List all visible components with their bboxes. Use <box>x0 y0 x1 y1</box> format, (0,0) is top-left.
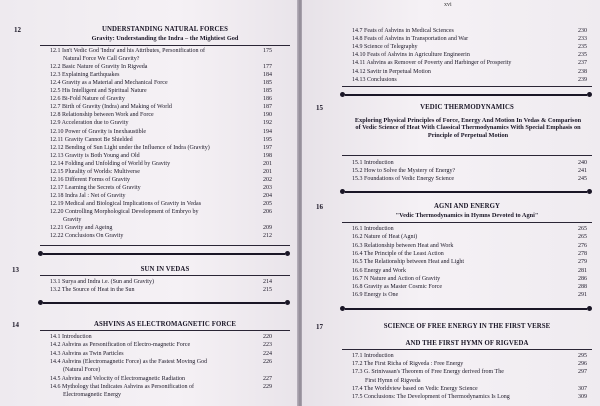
toc-entry <box>352 234 587 242</box>
toc-entry-page: 279 <box>578 259 587 266</box>
toc-entry-page: 286 <box>578 275 587 282</box>
section-end-divider <box>340 91 592 98</box>
section-number: 15 <box>316 104 323 112</box>
toc-entry-title: 14.1 Introduction <box>50 334 92 340</box>
section-rule <box>342 349 592 350</box>
toc-entry <box>50 201 272 209</box>
section-title: SCIENCE OF FREE ENERGY IN THE FIRST VERSE <box>383 323 551 330</box>
toc-entry-page: 297 <box>578 369 587 376</box>
toc-entry-page: 235 <box>578 44 587 51</box>
toc-entry-title: 14.11 Ashvins as Remover of Poverty and Harbinger of Prosperity <box>352 60 512 67</box>
section-title: VEDIC THERMODYNAMICS <box>420 104 514 111</box>
toc-entry <box>50 177 272 185</box>
toc-entry <box>365 378 587 386</box>
toc-entry-page: 307 <box>578 385 587 392</box>
toc-entry-page: 233 <box>578 36 587 43</box>
toc-entry-page: 202 <box>263 176 272 183</box>
toc-entry-page: 265 <box>578 234 587 241</box>
toc-entry <box>50 193 272 201</box>
toc-entry-title: 14.12 Savitr in Perpetual Motion <box>352 68 431 75</box>
toc-entry <box>50 64 272 72</box>
toc-entry-title: 12.2 Basic Nature of Gravity In Rigveda <box>50 64 148 71</box>
toc-entry <box>50 145 272 153</box>
toc-entry-title: 12.3 Explaining Earthquakes <box>50 72 120 79</box>
toc-entry-page: 220 <box>263 334 272 340</box>
toc-entry <box>352 276 587 284</box>
toc-entry-title: 16.9 Energy is One <box>352 292 399 299</box>
section-end-divider <box>38 250 290 257</box>
toc-entry-page: 224 <box>263 350 272 357</box>
section-title: AGNI AND ENERGY <box>433 203 501 210</box>
toc-entry-page: 194 <box>263 128 272 135</box>
toc-entry-title: 12.19 Medical and Biological Implications of Gravity in Vedas <box>50 200 202 207</box>
toc-entry-page: 187 <box>263 104 272 111</box>
toc-entry-page: 195 <box>263 136 272 143</box>
toc-entry <box>50 233 272 241</box>
toc-entry-title: 14.4 Ashvins (Electromagnetic Force) as the Fastest Moving God <box>50 358 208 365</box>
toc-entry-title: 17.5 Conclusions: The Development of Thermodynamics Is Long <box>352 394 510 400</box>
toc-entry-title: 12.15 Plurality of Worlds: Multiverse <box>50 168 140 175</box>
section-number: 17 <box>316 323 323 331</box>
toc-entry-page: 198 <box>263 152 272 159</box>
toc-entry-title: First Hymn of Rigveda <box>365 377 421 384</box>
toc-entry-page: 276 <box>578 242 587 249</box>
toc-entry-page: 214 <box>263 279 272 285</box>
section-title-line-2: AND THE FIRST HYMN OF RIGVEDA <box>405 340 529 347</box>
toc-entry-title: 15.3 Foundations of Vedic Energy Science <box>352 176 455 183</box>
section-rule <box>40 330 290 331</box>
toc-entry <box>50 287 272 295</box>
toc-entry <box>63 367 272 375</box>
toc-entry-title: 12.21 Gravity and Ageing <box>50 225 113 232</box>
toc-entry-page: 201 <box>263 160 272 167</box>
toc-entry-title: 16.6 Energy and Work <box>352 267 406 274</box>
toc-entry-title: 12.17 Learning the Secrets of Gravity <box>50 184 141 191</box>
toc-entry-title: 12.13 Gravity is Both Young and Old <box>50 152 140 159</box>
toc-entry-page: 185 <box>263 80 272 87</box>
toc-entry-page: 186 <box>263 96 272 103</box>
toc-entry-page: 223 <box>263 342 272 349</box>
section-rule <box>40 245 290 246</box>
section-end-divider <box>340 305 592 312</box>
toc-entry-title: 13.1 Surya and Indra i.e. (Sun and Gravity) <box>50 279 154 285</box>
toc-entry-title: 16.3 Relationship between Heat and Work <box>352 242 454 249</box>
toc-entry <box>50 129 272 137</box>
toc-entry-page: 229 <box>263 383 272 390</box>
toc-entry <box>50 384 272 392</box>
section-rule <box>40 275 290 276</box>
section-rule <box>342 86 592 87</box>
toc-entry <box>63 56 272 64</box>
toc-entry <box>50 120 272 128</box>
toc-entry-title: 12.5 His Intelligent and Spiritual Nature <box>50 88 147 95</box>
toc-entry <box>352 284 587 292</box>
toc-entry-page: 185 <box>263 88 272 95</box>
toc-entry-page: 212 <box>263 233 272 240</box>
toc-entry-page: 265 <box>578 226 587 232</box>
toc-entry-title: 14.13 Conclusions <box>352 76 397 83</box>
toc-entry-page: 201 <box>263 168 272 175</box>
toc-entry <box>50 48 272 56</box>
toc-entry <box>50 185 272 193</box>
section-subtitle: "Vedic Thermodynamics in Hymns Devoted to Agni" <box>395 212 539 219</box>
toc-entry-page: 227 <box>263 375 272 382</box>
toc-entry-title: 12.6 Bi-Fold Nature of Gravity <box>50 96 125 103</box>
toc-entry-title: 14.9 Science of Telegraphy <box>352 44 418 51</box>
toc-entry <box>50 376 272 384</box>
toc-entry <box>50 112 272 120</box>
toc-entry-title: 14.2 Ashvins as Personification of Electro-magnetic Force <box>50 342 191 349</box>
toc-entry <box>50 342 272 350</box>
toc-entry <box>352 292 587 300</box>
toc-entry <box>63 392 272 400</box>
toc-entry <box>352 369 587 377</box>
toc-entry-page: 309 <box>578 394 587 400</box>
right-page <box>302 0 600 406</box>
toc-entry-title: 15.2 How to Solve the Mystery of Energy? <box>352 168 456 175</box>
toc-entry-page: 291 <box>578 292 587 299</box>
toc-entry <box>352 259 587 267</box>
toc-entry-title: 12.11 Gravity Cannot Be Shielded <box>50 136 133 143</box>
toc-entry-page: 245 <box>578 176 587 183</box>
toc-entry-title: 12.1 Isn't Vedic God 'Indra' and his Attributes, Personification of <box>50 48 205 54</box>
toc-entry-title: 12.22 Conclusions On Gravity <box>50 233 124 240</box>
toc-entry-title: 12.8 Relationship between Work and Force <box>50 112 154 119</box>
toc-entry-title: 16.4 The Principle of the Least Action <box>352 250 444 257</box>
toc-entry-title: (Natural Force) <box>63 367 101 374</box>
toc-entry-title: 12.4 Gravity as a Material and Mechanical Force <box>50 80 168 87</box>
toc-entry-page: 205 <box>263 200 272 207</box>
toc-entry-page: 281 <box>578 267 587 274</box>
toc-entry <box>352 268 587 276</box>
toc-entry <box>352 160 587 168</box>
toc-entry-page: 190 <box>263 112 272 119</box>
toc-entry-page: 192 <box>263 120 272 127</box>
toc-entry <box>352 386 587 394</box>
toc-entry-title: 14.6 Mythology that Indicates Ashvins as Personification of <box>50 383 194 390</box>
toc-entry-title: 14.5 Ashvins and Velocity of Electromagnetic Radiation <box>50 375 186 382</box>
toc-entry-title: Electromagnetic Energy <box>63 392 122 399</box>
toc-entry-page: 235 <box>578 52 587 59</box>
section-number: 13 <box>12 266 19 274</box>
toc-entry-page: 230 <box>578 28 587 34</box>
toc-entry <box>352 36 587 44</box>
section-subtitle: Exploring Physical Principles of Force, Energy And Motion In Vedas & Comparison of Vedic Science of Heat With Classical Thermodynamics With Special Emphasis on Principle of Perpetual Motion <box>354 117 582 139</box>
toc-entry <box>352 394 587 402</box>
toc-entry <box>352 251 587 259</box>
section-number: 16 <box>316 203 323 211</box>
toc-entry <box>63 217 272 225</box>
toc-entry-title: 14.10 Feats of Ashvins in Agriculture Engineerin <box>352 52 470 59</box>
toc-entry <box>50 104 272 112</box>
toc-entry <box>352 176 587 184</box>
toc-entry-page: 278 <box>578 250 587 257</box>
toc-entry-title: 17.2 The First Richa of Rigveda : Free Energy <box>352 361 464 368</box>
toc-entry-title: 12.7 Birth of Gravity (Indra) and Making of World <box>50 104 172 111</box>
toc-entry-page: 237 <box>578 60 587 67</box>
section-title: UNDERSTANDING NATURAL FORCES <box>101 26 229 33</box>
toc-entry-title: 12.20 Controlling Morphological Development of Embryo by <box>50 209 199 215</box>
toc-entry-page: 175 <box>263 48 272 54</box>
section-rule <box>342 222 592 223</box>
toc-entry-title: 17.3 G. Srinivasan's Theorem of Free Energy derived from The <box>352 369 504 376</box>
toc-entry <box>50 359 272 367</box>
toc-entry-page: 209 <box>263 225 272 232</box>
section-subtitle: Gravity: Understanding the Indra – the Mightiest God <box>91 35 239 42</box>
toc-entry <box>352 353 587 361</box>
toc-entry-page: 288 <box>578 284 587 291</box>
left-page <box>0 0 298 406</box>
section-number: 12 <box>14 26 21 34</box>
toc-entry-page: 177 <box>263 64 272 71</box>
toc-entry <box>50 161 272 169</box>
section-rule <box>342 155 592 156</box>
section-title: ASHVINS AS ELECTROMAGNETIC FORCE <box>94 321 236 328</box>
toc-entry-title: 12.10 Power of Gravity is Inexhaustible <box>50 128 146 135</box>
toc-entry-title: 16.7 N Nature and Action of Gravity <box>352 275 441 282</box>
toc-entry-page: 226 <box>263 358 272 365</box>
toc-entry-title: Gravity <box>63 217 82 224</box>
toc-entry <box>352 60 587 68</box>
toc-entry-title: 15.1 Introduction <box>352 160 394 166</box>
toc-entry-title: 17.4 The Worldview based on Vedic Energy Science <box>352 385 478 392</box>
toc-entry-page: 197 <box>263 144 272 151</box>
toc-entry-page: 184 <box>263 72 272 79</box>
toc-entry-title: 16.5 The Relationship between Heat and Light <box>352 259 465 266</box>
toc-entry <box>50 80 272 88</box>
toc-entry-page: 241 <box>578 168 587 175</box>
toc-entry-title: 16.2 Nature of Heat (Agni) <box>352 234 418 241</box>
toc-entry-page: 239 <box>578 76 587 83</box>
toc-entry-title: 14.8 Feats of Ashvins in Transportation and War <box>352 36 469 43</box>
toc-entry-page: 295 <box>578 353 587 359</box>
toc-entry <box>50 209 272 217</box>
section-number: 14 <box>12 321 19 329</box>
toc-entry <box>50 72 272 80</box>
toc-entry <box>50 279 272 287</box>
toc-entry-title: 12.9 Acceleration due to Gravity <box>50 120 129 127</box>
toc-entry <box>50 169 272 177</box>
toc-entry-title: 12.16 Different Forms of Gravity <box>50 176 131 183</box>
toc-entry <box>50 351 272 359</box>
toc-entry-page: 206 <box>263 209 272 215</box>
section-end-divider <box>38 299 290 306</box>
toc-entry-title: Natural Force We Call Gravity? <box>63 56 140 63</box>
toc-entry-title: 13.2 The Source of Heat in the Sun <box>50 287 135 293</box>
toc-entry-title: 12.14 Folding and Unfolding of World by Gravity <box>50 160 171 167</box>
toc-entry-title: 17.1 Introduction <box>352 353 394 359</box>
toc-entry <box>50 137 272 145</box>
toc-entry-page: 238 <box>578 68 587 75</box>
toc-entry-page: 203 <box>263 184 272 191</box>
toc-entry <box>50 225 272 233</box>
toc-entry-page: 204 <box>263 192 272 199</box>
toc-entry <box>50 153 272 161</box>
page-number: xvi <box>444 2 452 8</box>
toc-entry-page: 296 <box>578 361 587 368</box>
toc-entry <box>352 243 587 251</box>
toc-entry-title: 16.8 Gravity as Master Cosmic Force <box>352 284 442 291</box>
toc-entry-title: 14.7 Feats of Ashvins in Medical Sciences <box>352 28 454 34</box>
section-title: SUN IN VEDAS <box>140 266 190 273</box>
toc-entry <box>352 77 587 85</box>
section-end-divider <box>340 188 592 195</box>
section-rule <box>40 45 290 46</box>
toc-entry-title: 12.12 Bending of Sun Light under the Influence of Indra (Gravity) <box>50 144 210 151</box>
toc-entry-page: 215 <box>263 287 272 293</box>
toc-entry-page: 240 <box>578 160 587 166</box>
toc-entry <box>352 69 587 77</box>
toc-entry-title: 12.18 Indra Jal : Net of Gravity <box>50 192 126 199</box>
toc-entry-title: 14.3 Ashvins as Twin Particles <box>50 350 124 357</box>
toc-entry <box>352 28 587 36</box>
toc-entry-title: 16.1 Introduction <box>352 226 394 232</box>
